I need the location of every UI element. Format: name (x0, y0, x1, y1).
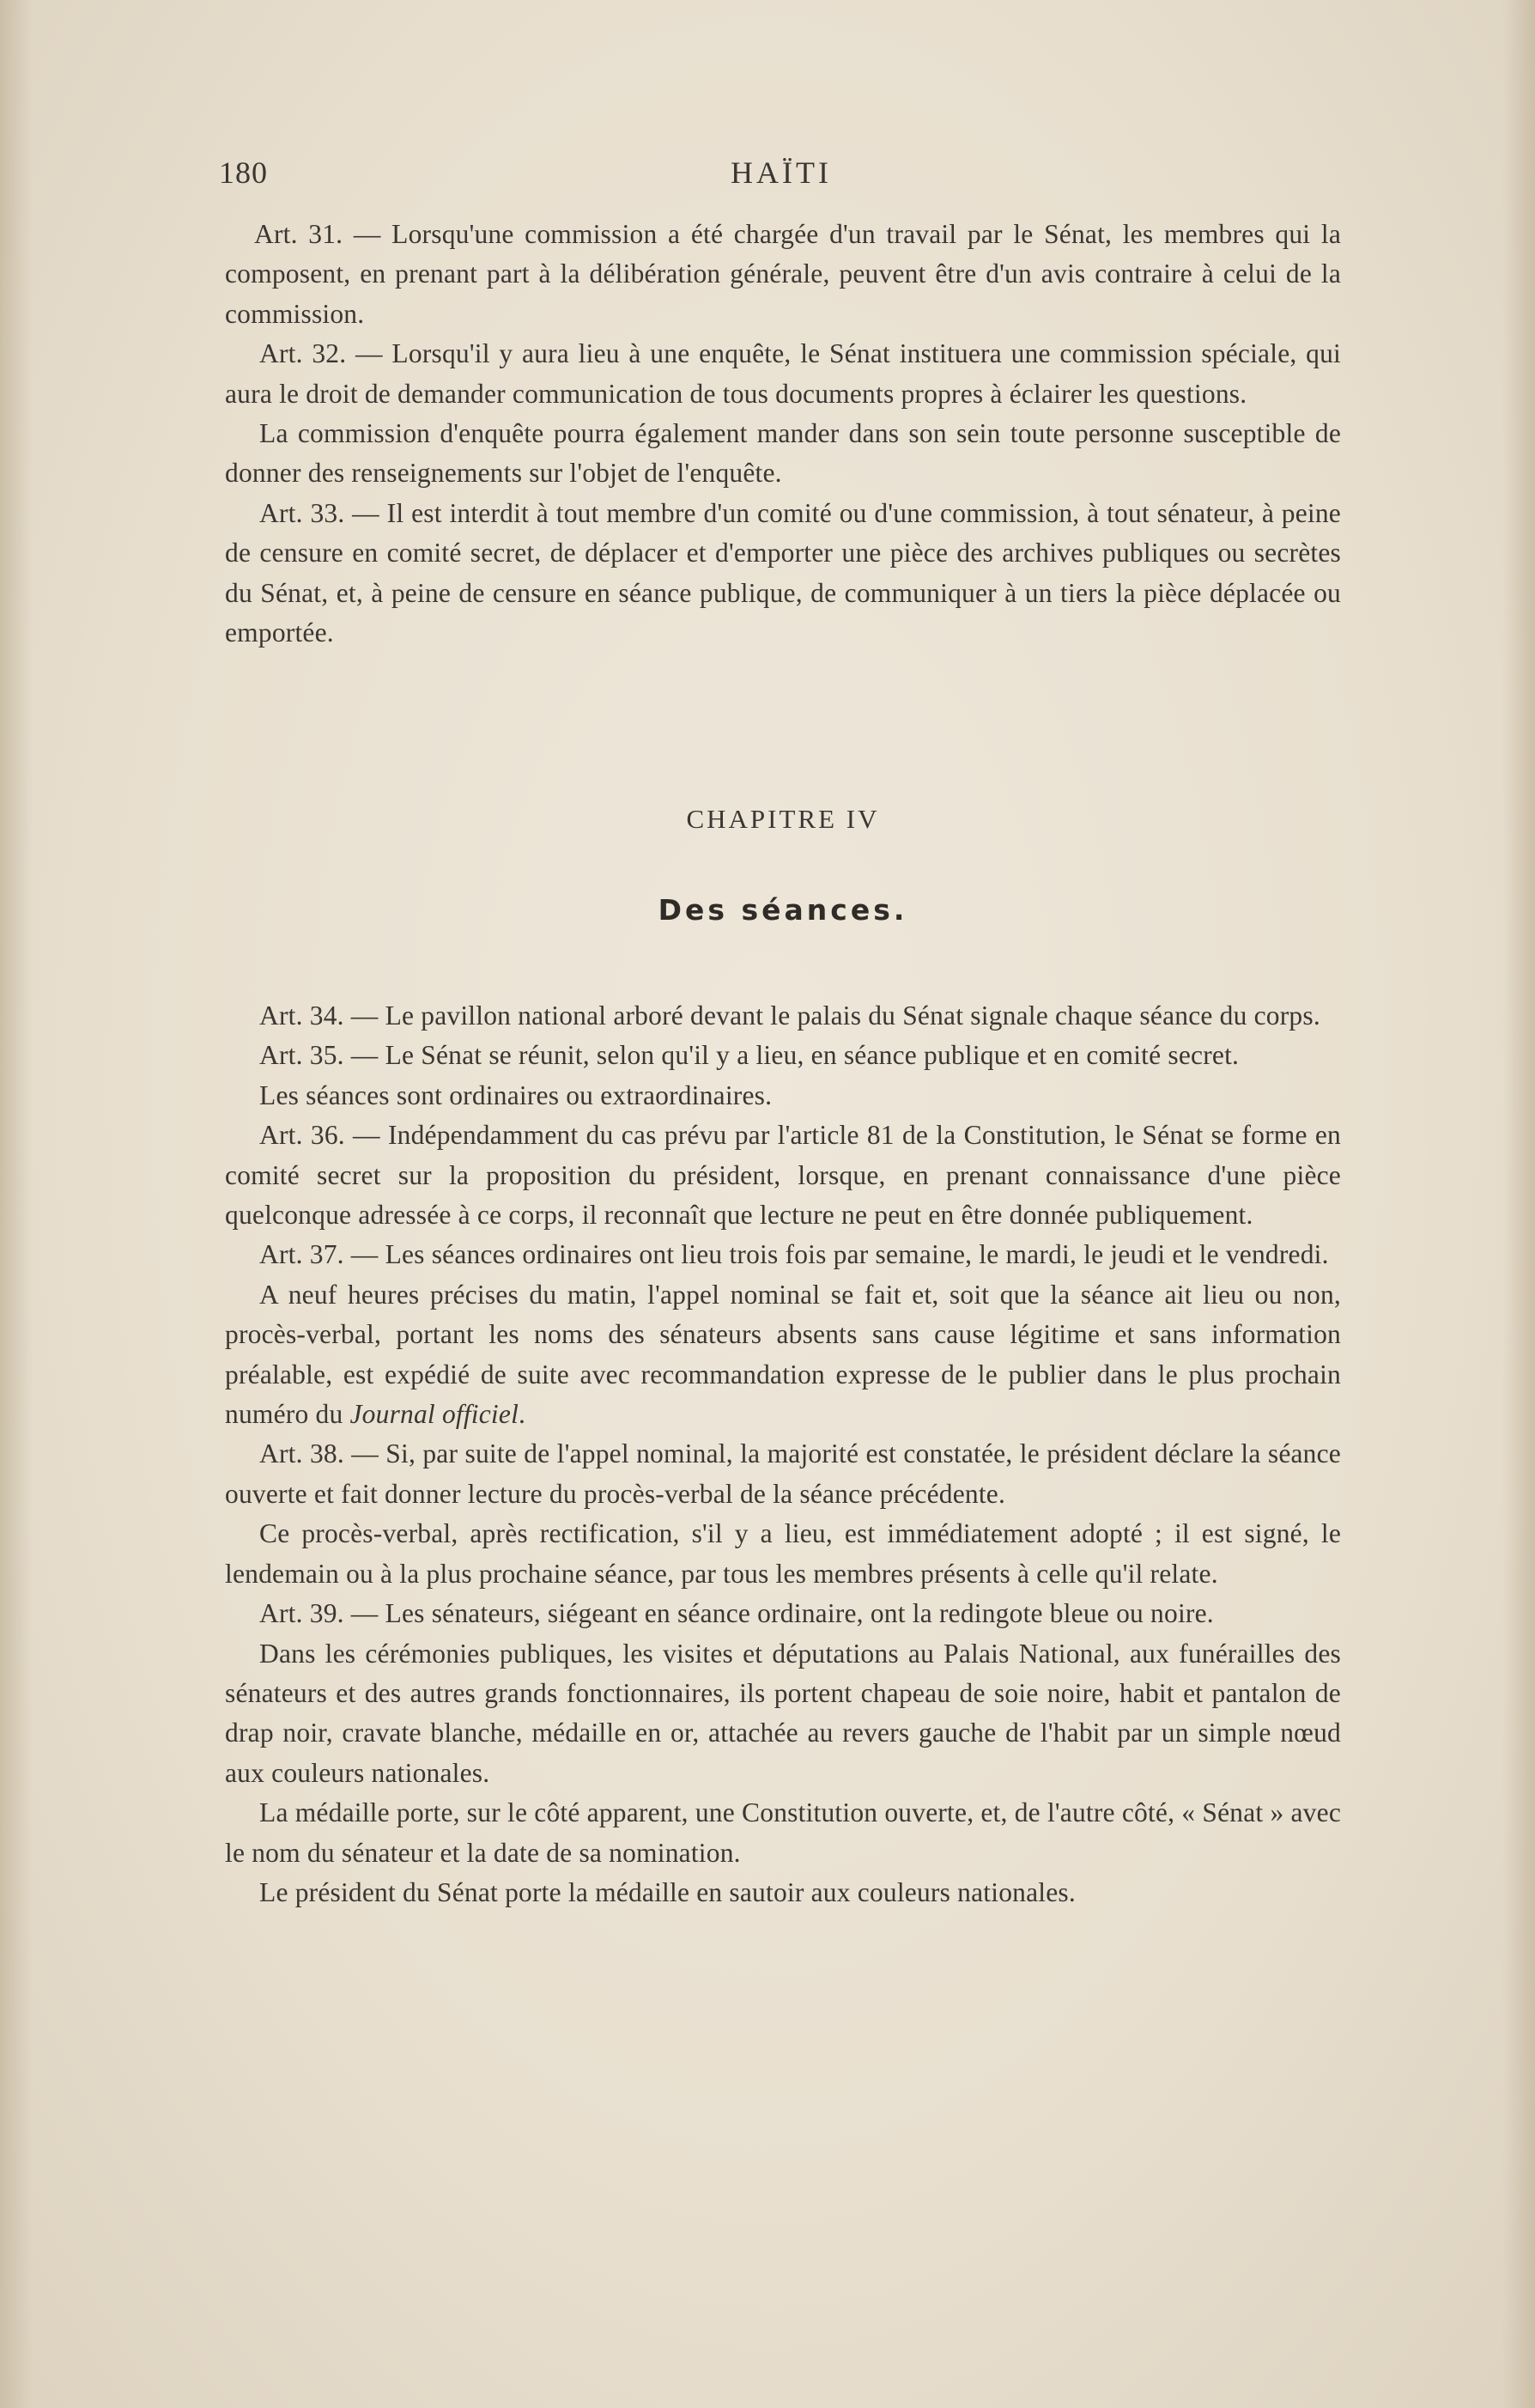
article-37-paragraph-2 (225, 1275, 1341, 1435)
article-39-paragraph-2: Dans les cérémonies publiques, les visites et députations au Palais National, aux funérailles des sénateurs et des autres grands fonctionnaires, ils portent chapeau de soie noire, habit et pantalon de drap noir, cravate blanche, médaille en or, attachée au revers gauche de l'habit par un simple nœud aux couleurs nationales. (225, 1638, 1341, 1788)
article-31: Art. 31. — Lorsqu'une commission a été chargée d'un travail par le Sénat, les membres qui la composent, en prenant part à la délibération générale, peuvent être d'un avis contraire à celui de la commission. (225, 219, 1341, 329)
section-title: Des séances. (658, 893, 908, 927)
article-37-p2-text: A neuf heures précises du matin, l'appel nominal se fait et, soit que la séance ait lieu ou non, procès-verbal, portant les noms des sénateurs absents sans cause légitime et sans information préalable, est expédié de suite avec recommandation expresse de le publier dans le plus prochain numéro du (225, 1279, 1341, 1430)
article-33: Art. 33. — Il est interdit à tout membre d'un comité ou d'une commission, à tout sénateur, à peine de censure en comité secret, de déplacer et d'emporter une pièce des archives publiques ou secrètes du Sénat, et, à peine de censure en séance publique, de communiquer à un tiers la pièce déplacée ou emportée. (225, 497, 1341, 648)
article-35-paragraph-2: Les séances sont ordinaires ou extraordinaires. (259, 1079, 773, 1110)
article-38: Art. 38. — Si, par suite de l'appel nominal, la majorité est constatée, le président déclare la séance ouverte et fait donner lecture du procès-verbal de la séance précédente. (225, 1438, 1341, 1509)
article-39-paragraph-4: Le président du Sénat porte la médaille en sautoir aux couleurs nationales. (259, 1876, 1076, 1907)
page-header (219, 155, 1344, 198)
chapter-heading: CHAPITRE IV (686, 804, 880, 834)
article-36: Art. 36. — Indépendamment du cas prévu par l'article 81 de la Constitution, le Sénat se forme en comité secret sur la proposition du président, lorsque, en prenant connaissance d'une pièce quelconque adressée à ce corps, il reconnaît que lecture ne peut en être donnée publiquement. (225, 1120, 1341, 1231)
article-37-p2-end: . (519, 1399, 526, 1430)
article-37: Art. 37. — Les séances ordinaires ont lieu trois fois par semaine, le mardi, le jeudi et le vendredi. (259, 1239, 1329, 1270)
page-right-shadow (1502, 0, 1535, 2408)
page-number: 180 (219, 155, 268, 190)
article-39: Art. 39. — Les sénateurs, siégeant en séance ordinaire, ont la redingote bleue ou noire. (259, 1598, 1214, 1629)
running-title: HAÏTI (731, 155, 832, 190)
article-32: Art. 32. — Lorsqu'il y aura lieu à une enquête, le Sénat instituera une commission spéciale, qui aura le droit de demander communication de tous documents propres à éclairer les questions. (225, 338, 1341, 409)
articles-34-39 (225, 996, 1341, 1912)
article-34: Art. 34. — Le pavillon national arboré devant le palais du Sénat signale chaque séance du corps. (259, 1000, 1320, 1031)
articles-31-33 (225, 215, 1341, 653)
page-left-shadow (0, 0, 33, 2408)
article-39-paragraph-3: La médaille porte, sur le côté apparent, une Constitution ouverte, et, de l'autre côté, « Sénat » avec le nom du sénateur et la date de sa nomination. (225, 1797, 1341, 1868)
journal-officiel-title: Journal officiel (349, 1399, 519, 1430)
article-32-paragraph-2: La commission d'enquête pourra également mander dans son sein toute personne susceptible de donner des renseignements sur l'objet de l'enquête. (225, 418, 1341, 489)
article-38-paragraph-2: Ce procès-verbal, après rectification, s'il y a lieu, est immédiatement adopté ; il est signé, le lendemain ou à la plus prochaine séance, par tous les membres présents à celle qu'il relate. (225, 1518, 1341, 1589)
article-35: Art. 35. — Le Sénat se réunit, selon qu'il y a lieu, en séance publique et en comité secret. (259, 1040, 1240, 1071)
